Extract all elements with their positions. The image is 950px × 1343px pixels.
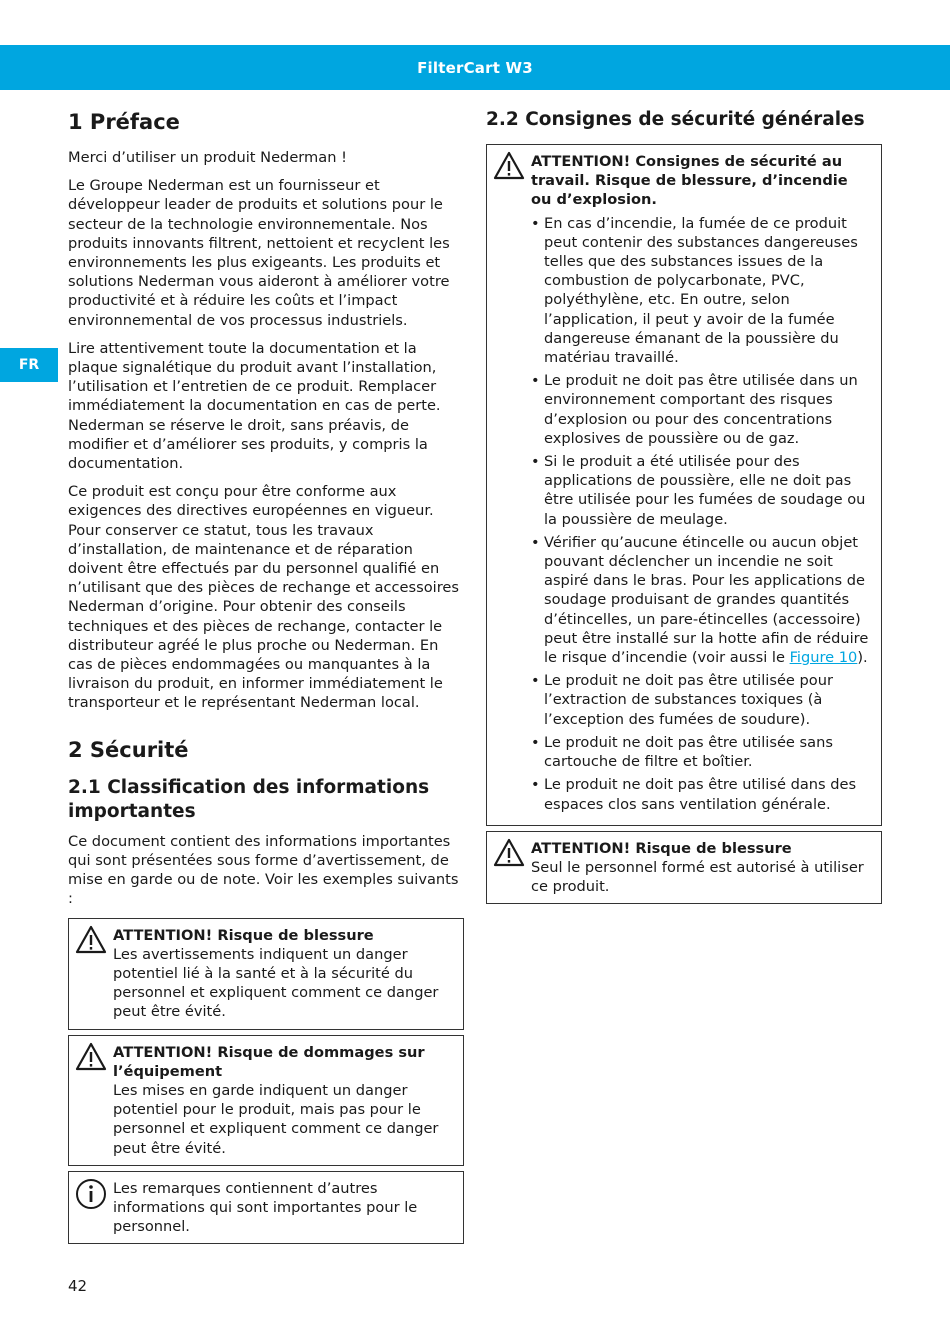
warning-box-safety — [486, 144, 882, 826]
list-item: • Le produit ne doit pas être utilisée dans un environnement comportant des risques d’explosion ou pour des concentrations explosives de poussière ou de gaz. — [531, 371, 873, 448]
figure-10-link[interactable]: Figure 10 — [789, 649, 858, 667]
list-item: • Le produit ne doit pas être utilisée pour l’extraction de substances toxiques (à l’exception des fumées de soudure). — [531, 671, 873, 729]
heading-consignes: 2.2 Consignes de sécurité générales — [486, 109, 865, 130]
warning-text: Seul le personnel formé est autorisé à utiliser ce produit. — [531, 858, 864, 896]
warning-triangle-icon — [75, 1042, 107, 1072]
warning-title: ATTENTION! Risque de blessure — [113, 926, 374, 944]
list-item — [531, 533, 873, 667]
right-column — [486, 108, 882, 909]
list-item: • Si le produit a été utilisée pour des applications de poussière, elle ne doit pas être utilisée pour les fumées de soudage ou la poussière de meulage. — [531, 452, 873, 529]
warning-title: ATTENTION! Risque de blessure — [531, 839, 792, 857]
note-box — [68, 1171, 464, 1245]
info-icon — [75, 1178, 107, 1210]
warning-box-trained-staff — [486, 831, 882, 905]
warning-box-equipment — [68, 1035, 464, 1166]
heading-classification: 2.1 Classification des informations importantes — [68, 776, 430, 822]
paragraph-classification: Ce document contient des informations importantes qui sont présentées sous forme d’avertissement, de mise en garde ou de note. Voir les exemples suivants : — [68, 832, 459, 908]
heading-securite: 2 Sécurité — [68, 737, 189, 762]
left-column — [68, 108, 464, 1249]
list-item: • Le produit ne doit pas être utilisé dans des espaces clos sans ventilation générale. — [531, 775, 873, 813]
list-item-text: Vérifier qu’aucune étincelle ou aucun objet pouvant déclencher un incendie ne soit aspiré dans le bras. Pour les applications de soudage produisant de grandes quantités d’étincelles, un pare-étincelles (accessoire) peut être installé sur la hotte afin de réduire le risque d’incendie (voir aussi le — [544, 533, 869, 667]
paragraph-compliance: Ce produit est conçu pour être conforme aux exigences des directives européennes en vigueur. Pour conserver ce statut, tous les travaux d’installation, de maintenance et de réparation doivent être effectués par du personnel qualifié en n’utilisant que des pièces de rechange et accessoires Nederman d’origine. Pour obtenir des conseils techniques et des pièces de rechange, contacter le distributeur agréé le plus proche ou Nederman. En cas de pièces endommagées ou manquantes à la livraison du produit, en informer immédiatement le transporteur et le représentant Nederman local. — [68, 483, 459, 712]
page-number: 42 — [68, 1277, 88, 1295]
list-item: • En cas d’incendie, la fumée de ce produit peut contenir des substances dangereuses telles que des substances issues de la combustion de polycarbonate, PVC, polyéthylène, etc. En outre, selon l’application, il peut y avoir de la fumée dangereuse émanant de la poussière du matériau travaillé. — [531, 214, 873, 368]
warning-title: ATTENTION! Risque de dommages sur l’équipement — [113, 1043, 425, 1080]
paragraph-read-docs: Lire attentivement toute la documentation et la plaque signalétique du produit avant l’installation, l’utilisation et l’entretien de ce produit. Remplacer immédiatement la documentation en cas de perte. Nederman se réserve le droit, sans préavis, de modifier et d’améliorer ses produits, y compris la documentation. — [68, 339, 441, 473]
warning-triangle-icon — [493, 838, 525, 868]
warning-triangle-icon — [75, 925, 107, 955]
note-text: Les remarques contiennent d’autres informations qui sont importantes pour le personnel. — [113, 1179, 418, 1236]
safety-bullet-list — [531, 214, 873, 814]
header-bar — [0, 45, 950, 90]
warning-box-injury — [68, 918, 464, 1030]
list-item-text-end: ). — [857, 649, 868, 667]
list-item: • Le produit ne doit pas être utilisée sans cartouche de filtre et boîtier. — [531, 733, 873, 771]
document-title: FilterCart W3 — [417, 58, 533, 77]
heading-preface: 1 Préface — [68, 110, 180, 134]
language-tab: FR — [0, 348, 58, 382]
paragraph-group: Le Groupe Nederman est un fournisseur et développeur leader de produits et solutions pour le secteur de la technologie environnementale. Nos produits innovants filtrent, nettoient et recyclent les environnements les plus exigeants. Les produits et solutions Nederman vous aideront à améliorer votre productivité et à réduire les coûts et l’impact environnemental de vos processus industriels. — [68, 177, 450, 329]
warning-triangle-icon — [493, 151, 525, 181]
warning-text: Les avertissements indiquent un danger potentiel lié à la santé et à la sécurité du personnel et expliquent comment ce danger peut être évité. — [113, 945, 439, 1021]
paragraph-thanks: Merci d’utiliser un produit Nederman ! — [68, 149, 347, 166]
warning-text: Les mises en garde indiquent un danger potentiel pour le produit, mais pas pour le personnel et expliquent comment ce danger peut être évité. — [113, 1081, 439, 1157]
warning-title: ATTENTION! Consignes de sécurité au travail. Risque de blessure, d’incendie ou d’explosion. — [531, 153, 848, 209]
